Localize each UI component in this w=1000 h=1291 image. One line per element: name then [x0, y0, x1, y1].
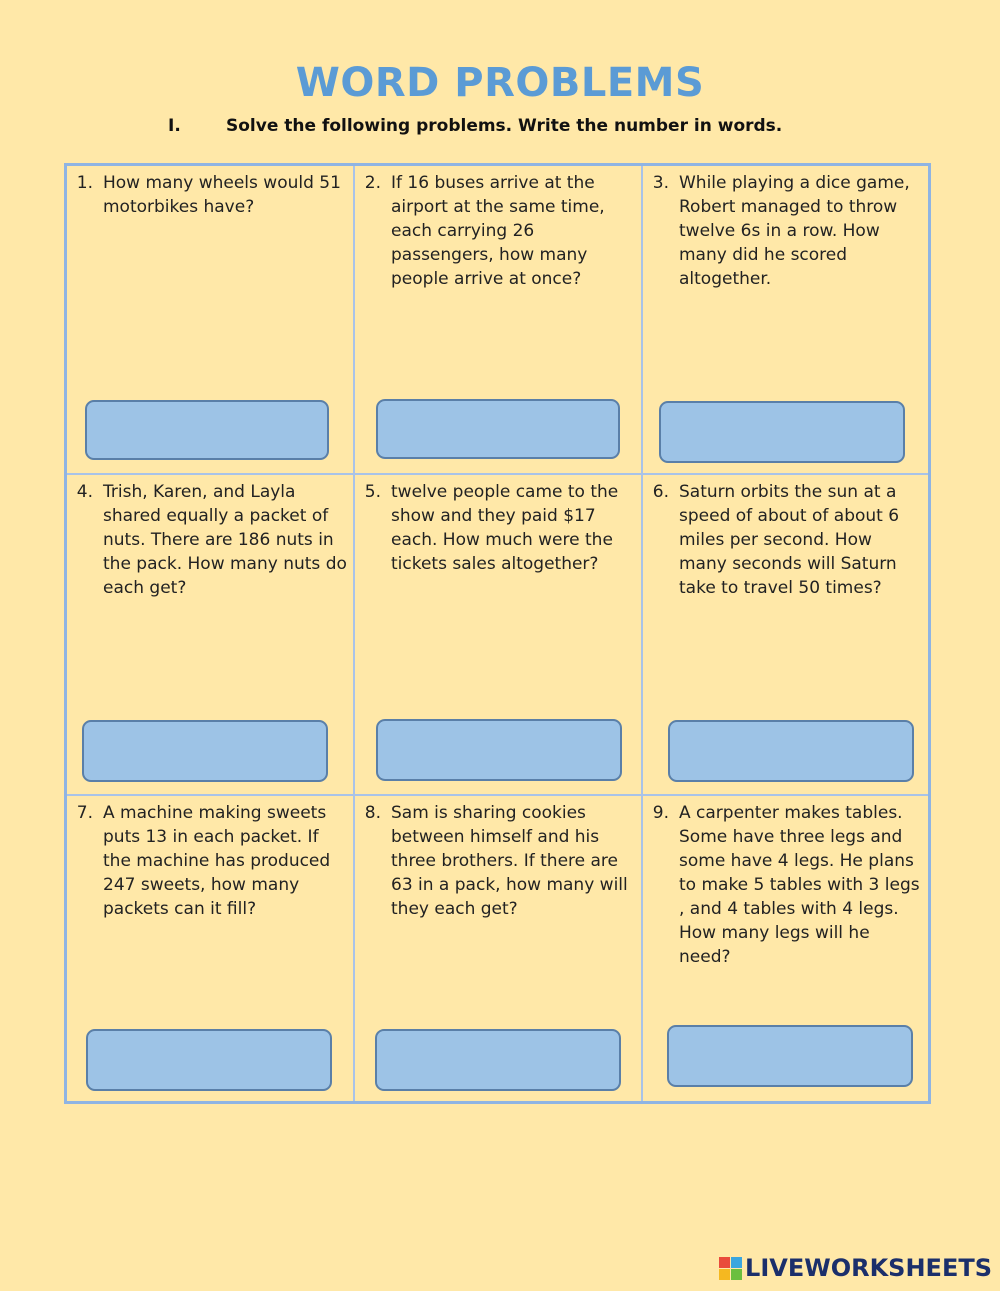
problem-text: Saturn orbits the sun at a speed of about of about 6 miles per second. How many seconds will Saturn take to travel 50 times?: [679, 482, 900, 598]
page-title: WORD PROBLEMS: [295, 60, 705, 106]
problem-text: twelve people came to the show and they paid $17 each. How much were the tickets sales altogether?: [391, 482, 619, 574]
problem-text: Trish, Karen, and Layla shared equally a packet of nuts. There are 186 nuts in the pack. How many nuts do each get?: [103, 482, 347, 598]
problem-number: 1.: [76, 173, 93, 193]
logo-tile-yellow: [719, 1269, 730, 1280]
problem-cell-1: [67, 166, 355, 475]
problem-8: [364, 801, 637, 921]
answer-input-2[interactable]: [376, 399, 620, 459]
problems-grid: [64, 163, 931, 1104]
problem-text: A machine making sweets puts 13 in each packet. If the machine has produced 247 sweets, how many packets can it fill?: [103, 803, 331, 919]
instruction-text: Solve the following problems. Write the number in words.: [226, 116, 783, 136]
problem-text: A carpenter makes tables. Some have three legs and some have 4 legs. He plans to make 5 tables with 3 legs , and 4 tables with 4 legs. How many legs will he need?: [679, 803, 920, 967]
answer-input-1[interactable]: [85, 400, 329, 460]
problem-text: Sam is sharing cookies between himself and his three brothers. If there are 63 in a pack, how many will they each get?: [391, 803, 628, 919]
problem-cell-5: [355, 475, 643, 796]
problem-number: 7.: [76, 803, 93, 823]
instruction: [168, 116, 782, 136]
answer-input-6[interactable]: [668, 720, 914, 782]
problem-number: 3.: [652, 173, 669, 193]
answer-input-5[interactable]: [376, 719, 622, 781]
problem-9: [652, 801, 924, 969]
problem-number: 4.: [76, 482, 93, 502]
answer-input-7[interactable]: [86, 1029, 332, 1091]
problem-text: How many wheels would 51 motorbikes have?: [103, 173, 341, 217]
answer-input-9[interactable]: [667, 1025, 913, 1087]
problem-3: [652, 171, 924, 291]
problem-6: [652, 480, 924, 600]
logo-icon: [719, 1257, 742, 1280]
answer-input-3[interactable]: [659, 401, 905, 463]
logo-tile-blue: [731, 1257, 742, 1268]
logo-tile-red: [719, 1257, 730, 1268]
problem-2: [364, 171, 637, 291]
problem-cell-9: [643, 796, 928, 1101]
problem-number: 6.: [652, 482, 669, 502]
problem-4: [76, 480, 349, 600]
problem-cell-4: [67, 475, 355, 796]
problem-cell-6: [643, 475, 928, 796]
problem-number: 8.: [364, 803, 381, 823]
liveworksheets-logo: [719, 1254, 992, 1282]
problem-cell-2: [355, 166, 643, 475]
problem-cell-3: [643, 166, 928, 475]
logo-tile-green: [731, 1269, 742, 1280]
problem-number: 9.: [652, 803, 669, 823]
instruction-numeral: I.: [168, 116, 181, 136]
problem-cell-7: [67, 796, 355, 1101]
problem-cell-8: [355, 796, 643, 1101]
problem-text: If 16 buses arrive at the airport at the same time, each carrying 26 passengers, how many people arrive at once?: [391, 173, 605, 289]
problem-text: While playing a dice game, Robert managed to throw twelve 6s in a row. How many did he scored altogether.: [679, 173, 910, 289]
problem-5: [364, 480, 637, 576]
answer-input-8[interactable]: [375, 1029, 621, 1091]
brand-name: LIVEWORKSHEETS: [745, 1254, 992, 1282]
problem-number: 2.: [364, 173, 381, 193]
problem-7: [76, 801, 349, 921]
problem-1: [76, 171, 349, 219]
answer-input-4[interactable]: [82, 720, 328, 782]
problem-number: 5.: [364, 482, 381, 502]
